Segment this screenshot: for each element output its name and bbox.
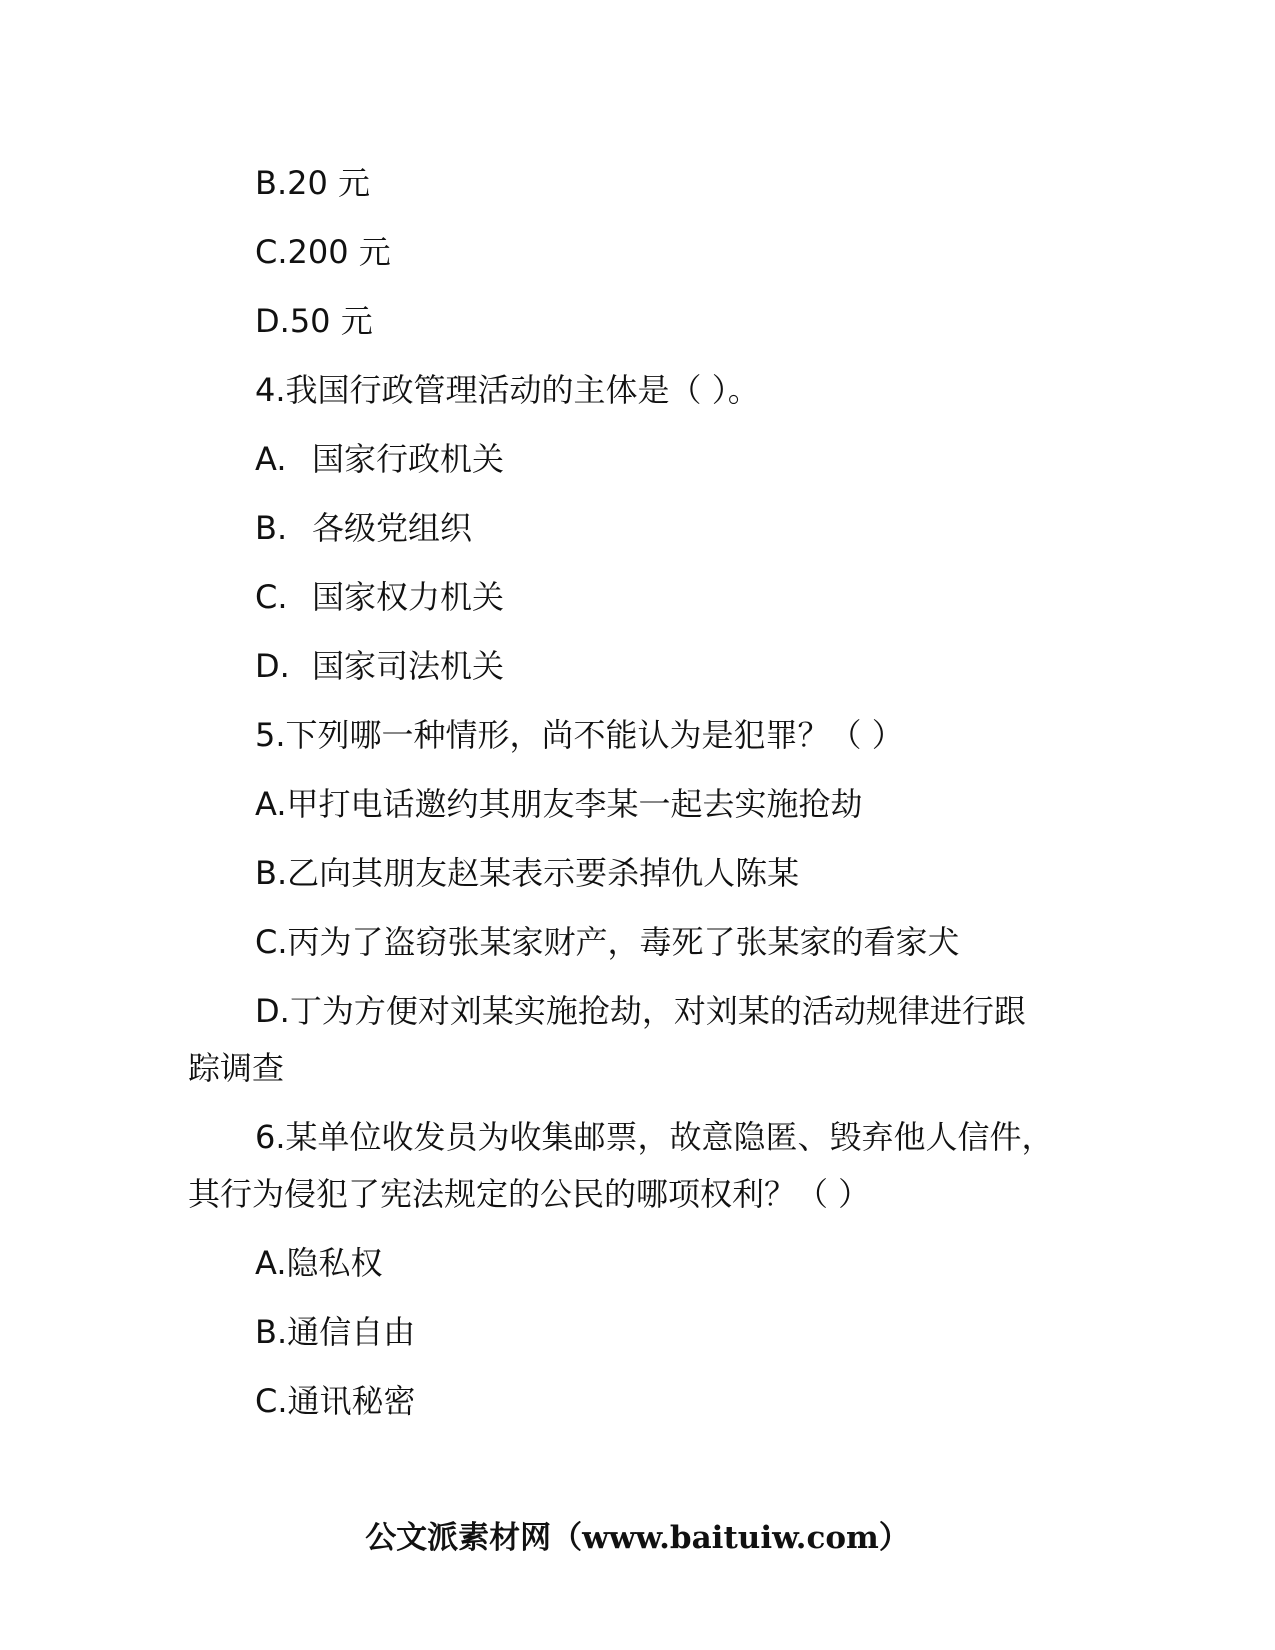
q6-stem-line2: 其行为侵犯了宪法规定的公民的哪项权利？（ ）: [188, 1175, 871, 1213]
q5-stem: 5.下列哪一种情形，尚不能认为是犯罪？（ ）: [255, 716, 904, 754]
q6-option-c: C.通讯秘密: [255, 1382, 416, 1420]
q6-stem-line1: 6.某单位收发员为收集邮票，故意隐匿、毁弃他人信件，: [255, 1118, 1054, 1156]
q4-option-d-letter: D.: [255, 647, 290, 685]
q3-option-c: C.200 元: [255, 233, 391, 271]
q5-option-d-line1: D.丁为方便对刘某实施抢劫，对刘某的活动规律进行跟: [255, 992, 1026, 1030]
q3-option-d: D.50 元: [255, 302, 373, 340]
q5-option-c: C.丙为了盗窃张某家财产，毒死了张某家的看家犬: [255, 923, 960, 961]
q5-option-d-line2: 踪调查: [188, 1049, 285, 1087]
q4-option-c-letter: C.: [255, 578, 288, 616]
q5-option-b: B.乙向其朋友赵某表示要杀掉仇人陈某: [255, 854, 800, 892]
q4-option-d-text: 国家司法机关: [312, 647, 505, 685]
q4-stem: 4.我国行政管理活动的主体是（ ）。: [255, 371, 760, 409]
q4-option-b-text: 各级党组织: [312, 509, 473, 547]
q4-option-b-letter: B.: [255, 509, 288, 547]
q4-option-a-text: 国家行政机关: [312, 440, 505, 478]
q4-option-b: [255, 508, 472, 548]
q4-option-c-text: 国家权力机关: [312, 578, 505, 616]
q4-option-c: [255, 577, 504, 617]
q3-option-b: B.20 元: [255, 164, 371, 202]
q6-option-b: B.通信自由: [255, 1313, 416, 1351]
q4-option-d: [255, 646, 504, 686]
q5-option-a: A.甲打电话邀约其朋友李某一起去实施抢劫: [255, 785, 863, 823]
q6-option-a: A.隐私权: [255, 1244, 383, 1282]
q4-option-a-letter: A.: [255, 440, 287, 478]
q4-option-a: [255, 439, 504, 479]
page-footer: 公文派素材网（www.baituiw.com）: [365, 1520, 910, 1556]
